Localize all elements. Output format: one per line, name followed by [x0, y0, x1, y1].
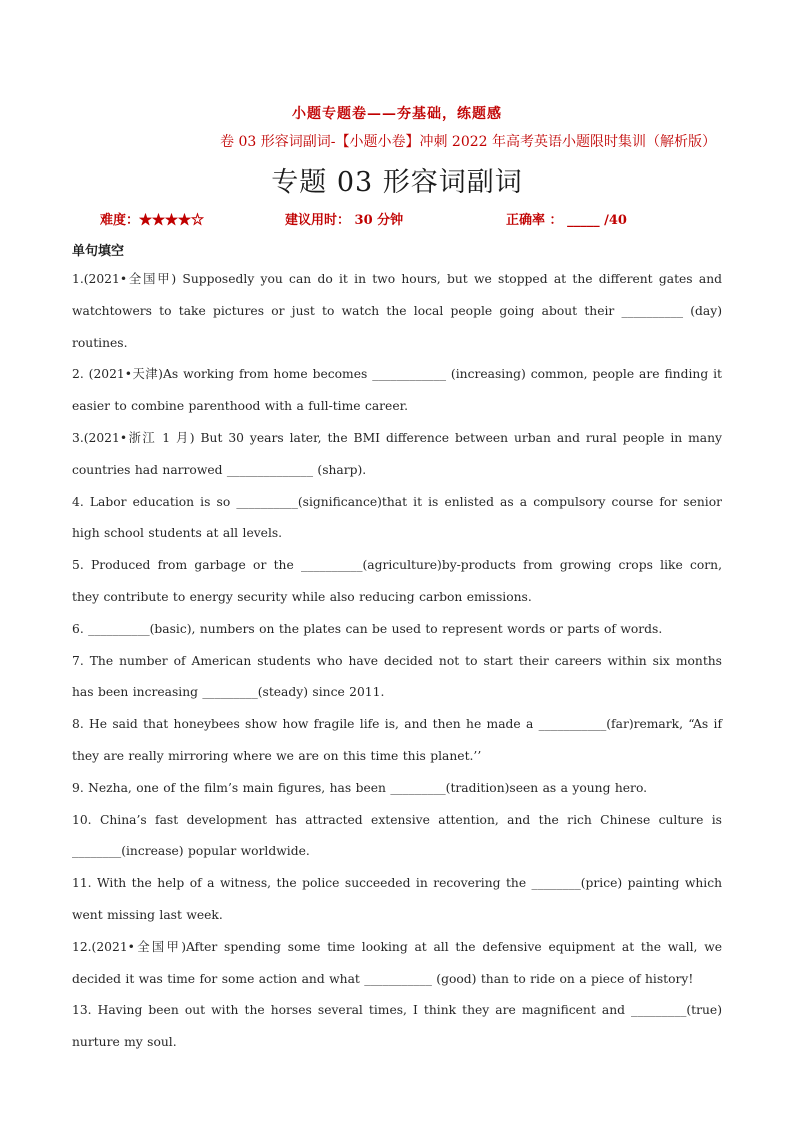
question-item: 9. Nezha, one of the film’s main figures, has been _________(tradition)seen as a young hero.	[72, 780, 648, 795]
question-item: 6. __________(basic), numbers on the plates can be used to represent words or parts of words.	[72, 621, 663, 636]
question-item: 10. China’s fast development has attracted extensive attention, and the rich Chinese culture is ________(increase) popular worldwide.	[72, 812, 722, 859]
question-item: 3.(2021•浙江 1 月) But 30 years later, the BMI difference between urban and rural people in many countries had narrowed ______________ (sharp).	[72, 430, 722, 477]
question-item: 12.(2021•全国甲)After spending some time looking at all the defensive equipment at the wall, we decided it was time for some action and what ___________ (good) than to ride on a piece of history!	[72, 939, 722, 986]
question-item: 7. The number of American students who have decided not to start their careers within six months has been increasing _________(steady) since 2011.	[72, 653, 722, 700]
accuracy-meta	[506, 209, 627, 228]
question-item: 8. He said that honeybees show how fragile life is, and then he made a ___________(far)remark, “As if they are really mirroring where we are on this time this planet.’’	[72, 717, 722, 763]
question-item: 11. With the help of a witness, the police succeeded in recovering the ________(price) painting which went missing last week.	[72, 876, 722, 922]
question-item: 1.(2021•全国甲) Supposedly you can do it in two hours, but we stopped at the different gates and watchtowers to take pictures or just to watch the local people going about their __________ (day) routines.	[72, 272, 722, 350]
time-value: 30 分钟	[354, 213, 404, 228]
accuracy-total: /40	[604, 213, 627, 228]
difficulty-meta	[100, 209, 204, 228]
question-list	[72, 264, 722, 1059]
banner-title: 小题专题卷——夯基础，练题感	[292, 106, 502, 122]
accuracy-label: 正确率 ：	[506, 213, 563, 228]
difficulty-stars: ★★★★☆	[139, 213, 205, 228]
accuracy-blank: _____	[567, 213, 600, 228]
time-meta	[285, 209, 403, 228]
page-title: 专题 03 形容词副词	[271, 167, 523, 198]
subtitle: 卷 03 形容词副词-【小题小卷】冲刺 2022 年高考英语小题限时集训（解析版）	[220, 134, 716, 150]
question-item: 13. Having been out with the horses several times, I think they are magnificent and _________(true) nurture my soul.	[72, 1003, 722, 1050]
question-item: 5. Produced from garbage or the __________(agriculture)by-products from growing crops like corn, they contribute to energy security while also reducing carbon emissions.	[72, 558, 722, 604]
question-item: 2. (2021•天津)As working from home becomes ____________ (increasing) common, people are finding it easier to combine parenthood with a full-time career.	[72, 367, 722, 414]
section-heading: 单句填空	[72, 244, 125, 259]
question-item: 4. Labor education is so __________(significance)that it is enlisted as a compulsory course for senior high school students at all levels.	[72, 494, 722, 541]
difficulty-label: 难度：	[100, 213, 140, 228]
time-label: 建议用时：	[285, 213, 351, 228]
